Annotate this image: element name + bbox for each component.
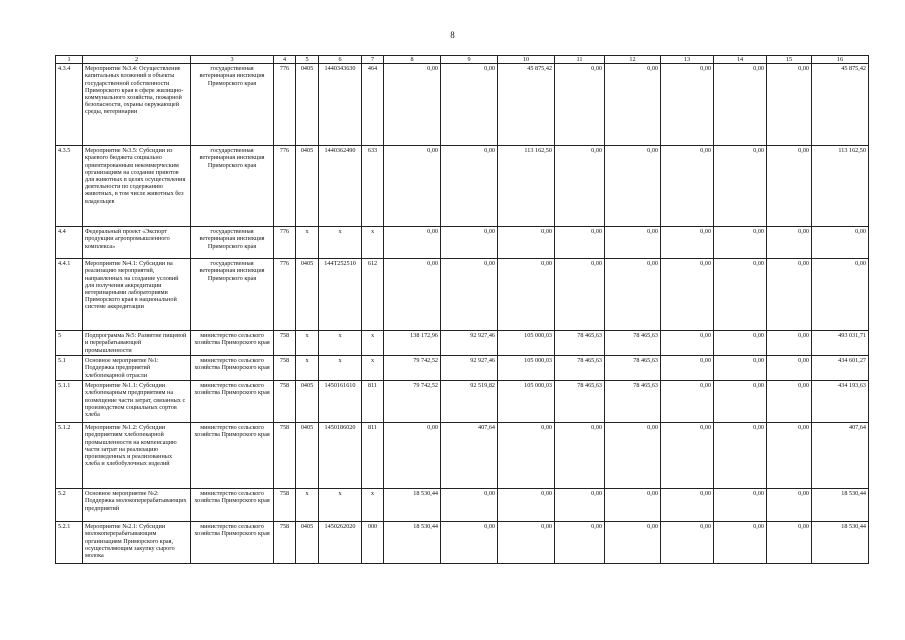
activity-name: Подпрограмма №5: Развитие пищевой и перерабатывающей промышленности — [83, 331, 191, 356]
amount-col-10: 105 000,03 — [498, 331, 555, 356]
column-number-12: 12 — [605, 56, 661, 64]
amount-col-8: 0,00 — [384, 259, 441, 331]
column-number-7: 7 — [362, 56, 384, 64]
total-amount: 0,00 — [812, 227, 869, 259]
amount-col-13: 0,00 — [661, 146, 714, 227]
target-article: 144T252510 — [319, 259, 362, 331]
responsible-executor: министерство сельского хозяйства Приморского края — [191, 522, 274, 564]
amount-col-11: 0,00 — [555, 423, 605, 489]
total-amount: 434 601,27 — [812, 356, 869, 381]
table-row — [56, 381, 869, 423]
amount-col-10: 0,00 — [498, 259, 555, 331]
amount-col-13: 0,00 — [661, 64, 714, 146]
amount-col-9: 92 927,46 — [441, 356, 498, 381]
section-code: x — [296, 331, 319, 356]
grbs-code: 776 — [274, 259, 296, 331]
amount-col-12: 78 465,63 — [605, 356, 661, 381]
amount-col-13: 0,00 — [661, 356, 714, 381]
grbs-code: 776 — [274, 64, 296, 146]
table-row — [56, 146, 869, 227]
amount-col-15: 0,00 — [767, 522, 812, 564]
amount-col-11: 0,00 — [555, 64, 605, 146]
row-code: 5.1.1 — [56, 381, 83, 423]
activity-name: Мероприятие №4.1: Субсидии на реализацию мероприятий, направленных на создание условий для получения аккредитации ветеринарными лабораториями Приморского края в национальной системе аккредитации — [83, 259, 191, 331]
amount-col-10: 0,00 — [498, 423, 555, 489]
table-row — [56, 423, 869, 489]
responsible-executor: министерство сельского хозяйства Приморского края — [191, 356, 274, 381]
table-row — [56, 522, 869, 564]
amount-col-13: 0,00 — [661, 259, 714, 331]
expense-type: x — [362, 331, 384, 356]
responsible-executor: министерство сельского хозяйства Приморского края — [191, 381, 274, 423]
grbs-code: 758 — [274, 423, 296, 489]
budget-table — [55, 55, 869, 564]
amount-col-9: 407,64 — [441, 423, 498, 489]
amount-col-8: 0,00 — [384, 146, 441, 227]
activity-name: Основное мероприятие №1: Поддержка предприятий хлебопекарной отрасли — [83, 356, 191, 381]
amount-col-9: 92 927,46 — [441, 331, 498, 356]
column-number-2: 2 — [83, 56, 191, 64]
total-amount: 493 031,71 — [812, 331, 869, 356]
amount-col-13: 0,00 — [661, 331, 714, 356]
table-row — [56, 356, 869, 381]
amount-col-15: 0,00 — [767, 423, 812, 489]
amount-col-10: 113 162,50 — [498, 146, 555, 227]
amount-col-14: 0,00 — [714, 423, 767, 489]
column-number-10: 10 — [498, 56, 555, 64]
amount-col-12: 78 465,63 — [605, 381, 661, 423]
amount-col-15: 0,00 — [767, 259, 812, 331]
amount-col-13: 0,00 — [661, 423, 714, 489]
section-code: x — [296, 356, 319, 381]
amount-col-11: 0,00 — [555, 227, 605, 259]
target-article: x — [319, 356, 362, 381]
expense-type: 811 — [362, 423, 384, 489]
amount-col-9: 0,00 — [441, 522, 498, 564]
target-article: 1450161610 — [319, 381, 362, 423]
column-number-15: 15 — [767, 56, 812, 64]
section-code: 0405 — [296, 146, 319, 227]
amount-col-8: 18 530,44 — [384, 522, 441, 564]
amount-col-13: 0,00 — [661, 381, 714, 423]
activity-name: Мероприятие №1.1: Субсидии хлебопекарным предприятиям на возмещение части затрат, связанных с производством социальных сортов хлеба — [83, 381, 191, 423]
table-row — [56, 64, 869, 146]
grbs-code: 758 — [274, 356, 296, 381]
grbs-code: 758 — [274, 522, 296, 564]
responsible-executor: министерство сельского хозяйства Приморского края — [191, 489, 274, 522]
section-code: 0405 — [296, 259, 319, 331]
activity-name: Основное мероприятие №2: Поддержка молокоперерабатывающих предприятий — [83, 489, 191, 522]
amount-col-10: 0,00 — [498, 489, 555, 522]
row-code: 5.2.1 — [56, 522, 83, 564]
amount-col-14: 0,00 — [714, 146, 767, 227]
amount-col-8: 0,00 — [384, 227, 441, 259]
amount-col-13: 0,00 — [661, 489, 714, 522]
row-code: 4.4.1 — [56, 259, 83, 331]
grbs-code: 758 — [274, 381, 296, 423]
amount-col-9: 0,00 — [441, 64, 498, 146]
amount-col-8: 138 172,96 — [384, 331, 441, 356]
amount-col-8: 18 530,44 — [384, 489, 441, 522]
responsible-executor: министерство сельского хозяйства Приморского края — [191, 423, 274, 489]
expense-type: x — [362, 489, 384, 522]
amount-col-12: 0,00 — [605, 227, 661, 259]
column-number-11: 11 — [555, 56, 605, 64]
column-number-14: 14 — [714, 56, 767, 64]
column-number-16: 16 — [812, 56, 869, 64]
amount-col-10: 45 875,42 — [498, 64, 555, 146]
amount-col-11: 0,00 — [555, 489, 605, 522]
target-article: x — [319, 331, 362, 356]
table-row — [56, 259, 869, 331]
amount-col-11: 0,00 — [555, 259, 605, 331]
section-code: x — [296, 489, 319, 522]
row-code: 4.4 — [56, 227, 83, 259]
amount-col-8: 79 742,52 — [384, 381, 441, 423]
amount-col-15: 0,00 — [767, 331, 812, 356]
amount-col-15: 0,00 — [767, 381, 812, 423]
amount-col-14: 0,00 — [714, 227, 767, 259]
total-amount: 0,00 — [812, 259, 869, 331]
column-number-8: 8 — [384, 56, 441, 64]
total-amount: 18 530,44 — [812, 522, 869, 564]
amount-col-14: 0,00 — [714, 489, 767, 522]
amount-col-14: 0,00 — [714, 64, 767, 146]
expense-type: 464 — [362, 64, 384, 146]
amount-col-9: 0,00 — [441, 146, 498, 227]
column-number-row — [56, 56, 869, 64]
column-number-9: 9 — [441, 56, 498, 64]
amount-col-12: 78 465,63 — [605, 331, 661, 356]
column-number-5: 5 — [296, 56, 319, 64]
amount-col-14: 0,00 — [714, 522, 767, 564]
activity-name: Мероприятие №2.1: Субсидии молокоперерабатывающим организациям Приморского края, осуществляющим закупку сырого молока — [83, 522, 191, 564]
section-code: 0405 — [296, 64, 319, 146]
section-code: 0405 — [296, 522, 319, 564]
column-number-3: 3 — [191, 56, 274, 64]
amount-col-9: 0,00 — [441, 227, 498, 259]
amount-col-8: 0,00 — [384, 423, 441, 489]
column-number-6: 6 — [319, 56, 362, 64]
section-code: 0405 — [296, 423, 319, 489]
activity-name: Федеральный проект «Экспорт продукции агропромышленного комплекса» — [83, 227, 191, 259]
amount-col-14: 0,00 — [714, 356, 767, 381]
column-number-13: 13 — [661, 56, 714, 64]
column-number-4: 4 — [274, 56, 296, 64]
amount-col-15: 0,00 — [767, 356, 812, 381]
grbs-code: 776 — [274, 146, 296, 227]
amount-col-14: 0,00 — [714, 381, 767, 423]
amount-col-10: 105 000,03 — [498, 356, 555, 381]
table-row — [56, 489, 869, 522]
row-code: 4.3.4 — [56, 64, 83, 146]
total-amount: 434 193,63 — [812, 381, 869, 423]
grbs-code: 758 — [274, 489, 296, 522]
amount-col-10: 0,00 — [498, 522, 555, 564]
activity-name: Мероприятие №1.2: Субсидии предприятиям хлебопекарной промышленности на компенсацию части затрат на реализацию произведенных и реализованных хлеба и хлебобулочных изделий — [83, 423, 191, 489]
grbs-code: 776 — [274, 227, 296, 259]
amount-col-13: 0,00 — [661, 227, 714, 259]
amount-col-11: 78 465,63 — [555, 381, 605, 423]
page-number: 8 — [450, 30, 455, 40]
row-code: 5.1.2 — [56, 423, 83, 489]
amount-col-10: 0,00 — [498, 227, 555, 259]
expense-type: x — [362, 227, 384, 259]
column-number-1: 1 — [56, 56, 83, 64]
total-amount: 113 162,50 — [812, 146, 869, 227]
amount-col-11: 78 465,63 — [555, 356, 605, 381]
target-article: x — [319, 489, 362, 522]
amount-col-15: 0,00 — [767, 146, 812, 227]
amount-col-8: 0,00 — [384, 64, 441, 146]
amount-col-11: 0,00 — [555, 522, 605, 564]
target-article: 1440343630 — [319, 64, 362, 146]
section-code: x — [296, 227, 319, 259]
table-row — [56, 227, 869, 259]
expense-type: 000 — [362, 522, 384, 564]
responsible-executor: государственная ветеринарная инспекция Приморского края — [191, 259, 274, 331]
amount-col-12: 0,00 — [605, 522, 661, 564]
amount-col-8: 79 742,52 — [384, 356, 441, 381]
responsible-executor: министерство сельского хозяйства Приморского края — [191, 331, 274, 356]
amount-col-15: 0,00 — [767, 64, 812, 146]
total-amount: 18 530,44 — [812, 489, 869, 522]
responsible-executor: государственная ветеринарная инспекция Приморского края — [191, 227, 274, 259]
amount-col-15: 0,00 — [767, 489, 812, 522]
amount-col-10: 105 000,03 — [498, 381, 555, 423]
grbs-code: 758 — [274, 331, 296, 356]
expense-type: 633 — [362, 146, 384, 227]
expense-type: 811 — [362, 381, 384, 423]
amount-col-12: 0,00 — [605, 423, 661, 489]
expense-type: 612 — [362, 259, 384, 331]
amount-col-12: 0,00 — [605, 146, 661, 227]
row-code: 4.3.5 — [56, 146, 83, 227]
target-article: 1450186020 — [319, 423, 362, 489]
responsible-executor: государственная ветеринарная инспекция Приморского края — [191, 146, 274, 227]
amount-col-9: 92 519,82 — [441, 381, 498, 423]
total-amount: 407,64 — [812, 423, 869, 489]
row-code: 5.1 — [56, 356, 83, 381]
amount-col-11: 0,00 — [555, 146, 605, 227]
amount-col-14: 0,00 — [714, 331, 767, 356]
amount-col-11: 78 465,63 — [555, 331, 605, 356]
target-article: 1440362490 — [319, 146, 362, 227]
section-code: 0405 — [296, 381, 319, 423]
target-article: x — [319, 227, 362, 259]
responsible-executor: государственная ветеринарная инспекция Приморского края — [191, 64, 274, 146]
expense-type: x — [362, 356, 384, 381]
amount-col-13: 0,00 — [661, 522, 714, 564]
amount-col-12: 0,00 — [605, 64, 661, 146]
total-amount: 45 875,42 — [812, 64, 869, 146]
target-article: 1450262020 — [319, 522, 362, 564]
row-code: 5.2 — [56, 489, 83, 522]
amount-col-12: 0,00 — [605, 259, 661, 331]
amount-col-9: 0,00 — [441, 259, 498, 331]
amount-col-15: 0,00 — [767, 227, 812, 259]
activity-name: Мероприятие №3.5: Субсидии из краевого бюджета социально ориентированным некоммерческим организациям на создание приютов для животных в целях осуществления деятельности по содержанию животных, в том числе животных без владельцев — [83, 146, 191, 227]
amount-col-9: 0,00 — [441, 489, 498, 522]
amount-col-14: 0,00 — [714, 259, 767, 331]
activity-name: Мероприятие №3.4: Осуществление капитальных вложений в объекты государственной собственности Приморского края в сфере жилищно-коммунального хозяйства, пожарной безопасности, охраны окружающей среды, ветеринарии — [83, 64, 191, 146]
amount-col-12: 0,00 — [605, 489, 661, 522]
row-code: 5 — [56, 331, 83, 356]
table-row — [56, 331, 869, 356]
